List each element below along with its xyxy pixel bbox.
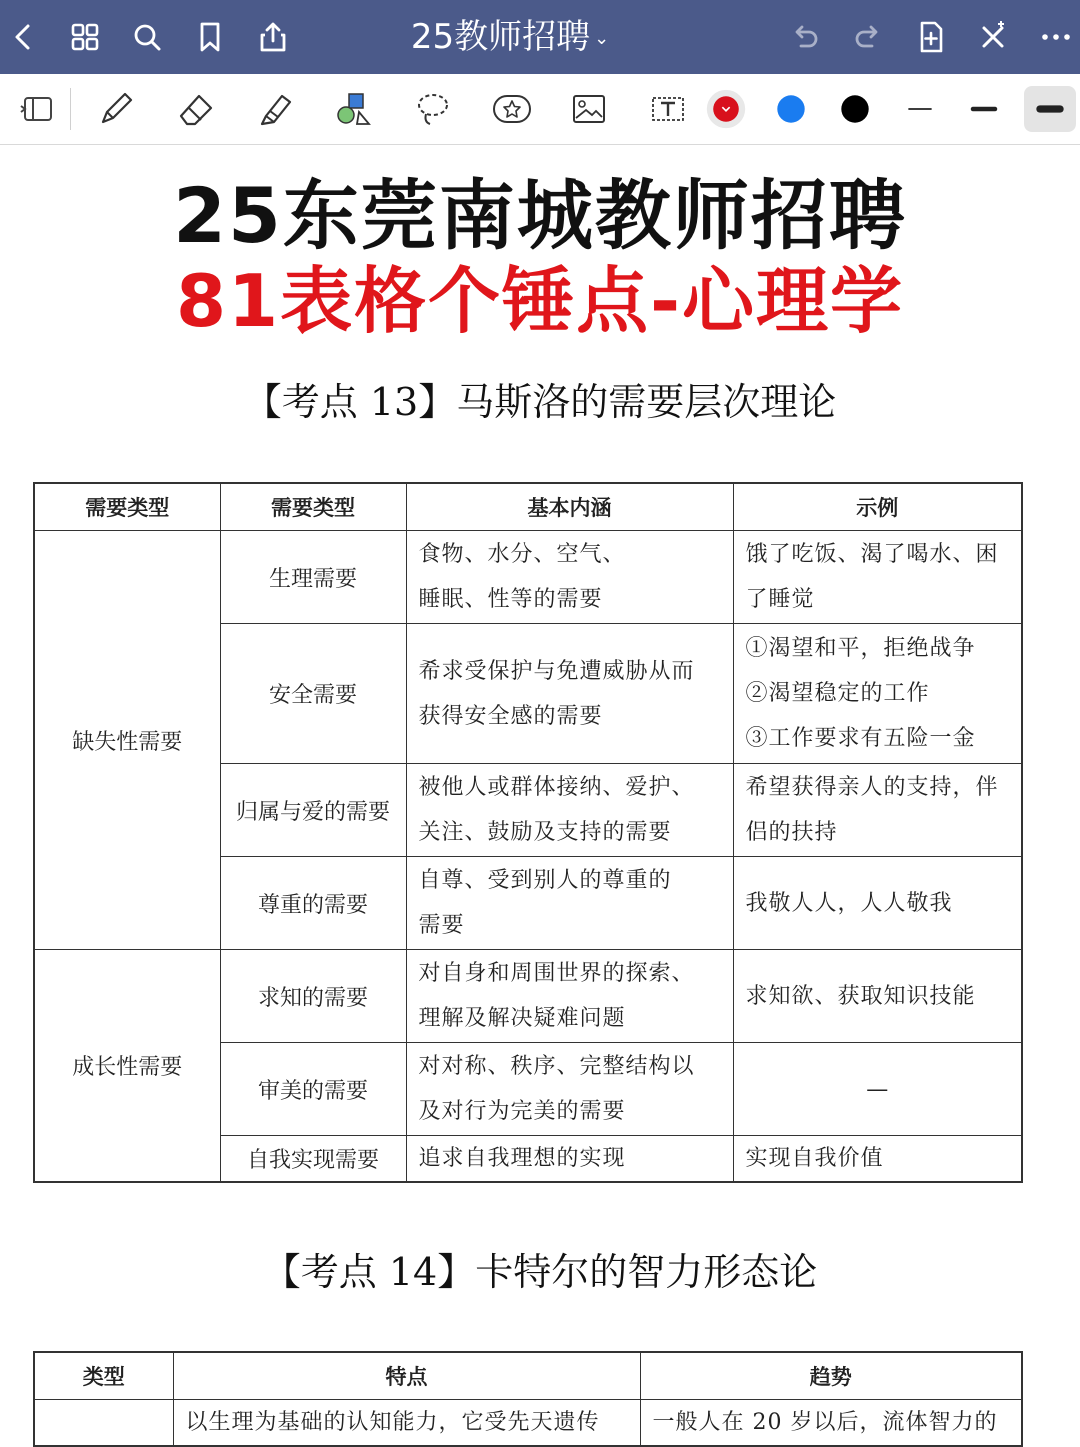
- type-cell: 求知的需要: [220, 950, 406, 1043]
- example-cell: 求知欲、获取知识技能: [733, 950, 1022, 1043]
- shapes-icon[interactable]: [331, 86, 377, 132]
- top-bar: [0, 0, 1080, 74]
- meaning-cell: 对对称、秩序、完整结构以 及对行为完美的需要: [406, 1043, 733, 1136]
- document-page: [0, 145, 1080, 1440]
- grid-icon[interactable]: [61, 13, 109, 61]
- thin-stroke-option[interactable]: [897, 86, 943, 132]
- example-cell: 饿了吃饭、渴了喝水、困 了睡觉: [733, 531, 1022, 624]
- meaning-cell: 自尊、受到别人的尊重的 需要: [406, 857, 733, 950]
- section-heading-14: 【考点 14】卡特尔的智力形态论: [262, 1250, 818, 1294]
- meaning-cell: 食物、水分、空气、 睡眠、性等的需要: [406, 531, 733, 624]
- drawing-toolbar: [0, 74, 1080, 145]
- eraser-icon[interactable]: [173, 86, 219, 132]
- thick-stroke-option[interactable]: [1024, 86, 1076, 132]
- example-cell: 希望获得亲人的支持，伴 侣的扶持: [733, 764, 1022, 857]
- group-cell-growth: 成长性需要: [34, 950, 220, 1183]
- example-cell: —: [733, 1043, 1022, 1136]
- table-header-row: [34, 483, 1022, 531]
- table-row: [34, 1400, 1022, 1447]
- header-cell: 需要类型: [220, 483, 406, 531]
- document-title[interactable]: [360, 14, 660, 60]
- search-icon[interactable]: [123, 13, 171, 61]
- red-pen-color[interactable]: [703, 86, 749, 132]
- meaning-cell: 希求受保护与免遭威胁从而 获得安全感的需要: [406, 624, 733, 764]
- type-cell: [34, 1400, 173, 1447]
- header-cell: 趋势: [640, 1352, 1022, 1400]
- undo-icon[interactable]: [781, 13, 829, 61]
- cattell-intelligence-table: [33, 1351, 1023, 1447]
- highlighter-icon[interactable]: [252, 86, 298, 132]
- add-page-icon[interactable]: [907, 13, 955, 61]
- blue-pen-color[interactable]: [768, 86, 814, 132]
- medium-stroke-option[interactable]: [961, 86, 1007, 132]
- textbox-icon[interactable]: [645, 86, 691, 132]
- trend-cell: 一般人在 20 岁以后，流体智力的: [640, 1400, 1022, 1447]
- meaning-cell: 追求自我理想的实现: [406, 1136, 733, 1183]
- header-cell: 需要类型: [34, 483, 220, 531]
- header-cell: 类型: [34, 1352, 173, 1400]
- example-cell: 实现自我价值: [733, 1136, 1022, 1183]
- type-cell: 自我实现需要: [220, 1136, 406, 1183]
- maslow-needs-table: [33, 482, 1023, 1183]
- meaning-cell: 被他人或群体接纳、爱护、 关注、鼓励及支持的需要: [406, 764, 733, 857]
- chevron-down-icon: ⌄: [594, 27, 610, 49]
- redo-icon[interactable]: [844, 13, 892, 61]
- document-title-text: 25教师招聘: [410, 17, 591, 57]
- header-cell: 示例: [733, 483, 1022, 531]
- group-cell-deficiency: 缺失性需要: [34, 531, 220, 950]
- sidebar-icon[interactable]: [15, 86, 61, 132]
- image-icon[interactable]: [566, 86, 612, 132]
- sticker-icon[interactable]: [489, 86, 535, 132]
- more-icon[interactable]: [1032, 13, 1080, 61]
- table-row: [34, 950, 1022, 1043]
- example-cell: ①渴望和平，拒绝战争 ②渴望稳定的工作 ③工作要求有五险一金: [733, 624, 1022, 764]
- black-pen-color[interactable]: [832, 86, 878, 132]
- section-heading-13: 【考点 13】马斯洛的需要层次理论: [243, 380, 837, 424]
- page-title: 25东莞南城教师招聘: [173, 171, 907, 260]
- type-cell: 生理需要: [220, 531, 406, 624]
- bookmark-icon[interactable]: [186, 13, 234, 61]
- lasso-icon[interactable]: [410, 86, 456, 132]
- back-icon[interactable]: [0, 13, 48, 61]
- type-cell: 安全需要: [220, 624, 406, 764]
- header-cell: 基本内涵: [406, 483, 733, 531]
- page-subtitle: 81表格个锤点-心理学: [175, 259, 905, 343]
- feature-cell: 以生理为基础的认知能力，它受先天遗传: [173, 1400, 640, 1447]
- type-cell: 审美的需要: [220, 1043, 406, 1136]
- close-icon[interactable]: [969, 13, 1017, 61]
- type-cell: 尊重的需要: [220, 857, 406, 950]
- header-cell: 特点: [173, 1352, 640, 1400]
- meaning-cell: 对自身和周围世界的探索、 理解及解决疑难问题: [406, 950, 733, 1043]
- table-row: [34, 531, 1022, 624]
- table-header-row: [34, 1352, 1022, 1400]
- pen-icon[interactable]: [93, 86, 139, 132]
- share-icon[interactable]: [249, 13, 297, 61]
- toolbar-divider: [70, 88, 71, 130]
- type-cell: 归属与爱的需要: [220, 764, 406, 857]
- example-cell: 我敬人人，人人敬我: [733, 857, 1022, 950]
